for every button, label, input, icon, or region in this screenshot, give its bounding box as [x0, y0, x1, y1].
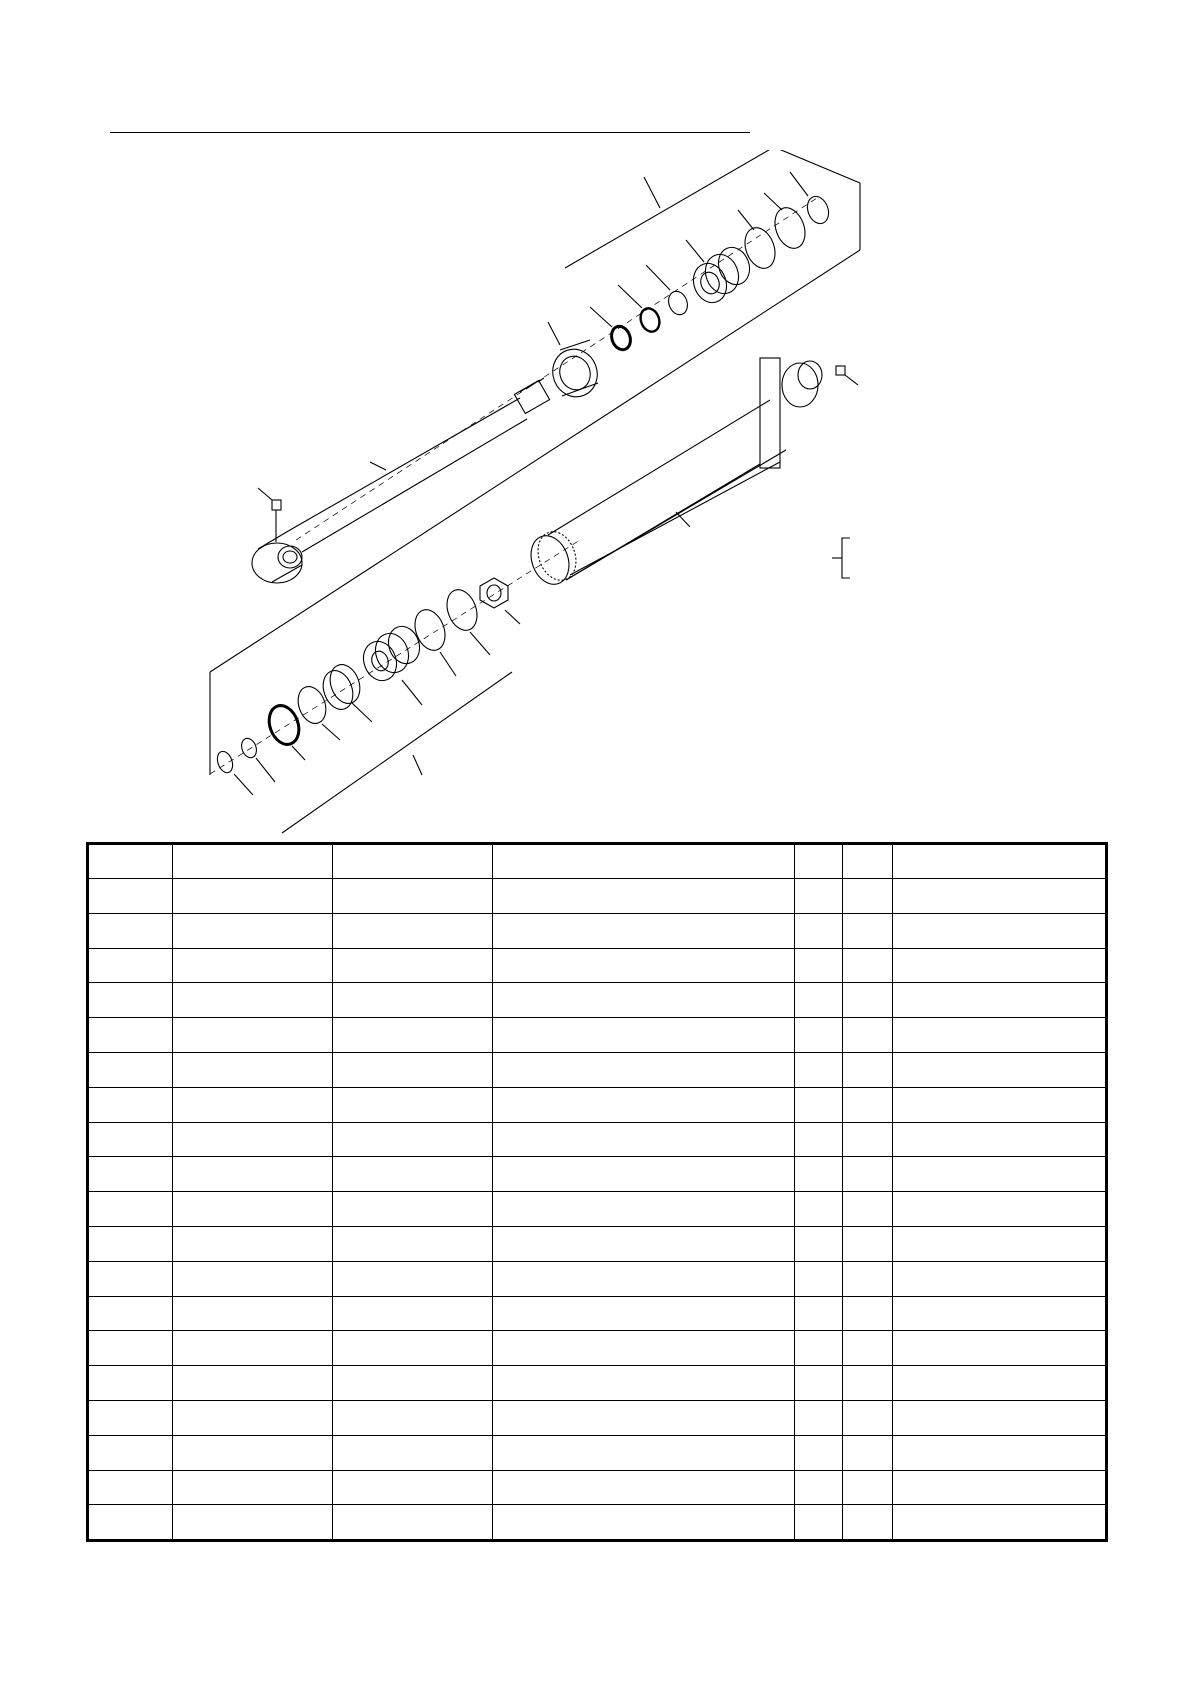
table-cell: [843, 1366, 893, 1401]
table-cell: [893, 1400, 1107, 1435]
table-row: [88, 1052, 1107, 1087]
title-rule: [110, 132, 750, 133]
table-cell: [88, 948, 173, 983]
table-row: [88, 1018, 1107, 1053]
table-cell: [893, 1435, 1107, 1470]
table-cell: [88, 1122, 173, 1157]
table-cell: [88, 1052, 173, 1087]
table-cell: [88, 1470, 173, 1505]
table-row: [88, 1296, 1107, 1331]
table-cell: [795, 879, 843, 914]
table-cell: [493, 913, 795, 948]
table-cell: [173, 1192, 333, 1227]
table-cell: [88, 1296, 173, 1331]
table-cell: [173, 1505, 333, 1541]
table-cell: [333, 1296, 493, 1331]
table-cell: [843, 913, 893, 948]
table-cell: [88, 1505, 173, 1541]
table-cell: [88, 1331, 173, 1366]
table-cell: [795, 913, 843, 948]
table-cell: [493, 983, 795, 1018]
table-cell: [88, 1087, 173, 1122]
table-cell: [795, 1435, 843, 1470]
table-cell: [493, 1226, 795, 1261]
table-cell: [173, 1226, 333, 1261]
table-row: [88, 1122, 1107, 1157]
table-cell: [333, 1122, 493, 1157]
table-cell: [843, 1192, 893, 1227]
table-cell: [843, 1470, 893, 1505]
cylinder-barrel: [525, 358, 822, 590]
table-cell: [173, 1122, 333, 1157]
table-cell: [843, 1331, 893, 1366]
table-cell: [843, 1157, 893, 1192]
lower-o-rings: [410, 585, 490, 676]
table-cell: [843, 1018, 893, 1053]
table-cell: [893, 1470, 1107, 1505]
table-cell: [88, 913, 173, 948]
table-cell: [893, 913, 1107, 948]
table-row: [88, 948, 1107, 983]
table-row: [88, 1192, 1107, 1227]
table-row: [88, 1087, 1107, 1122]
table-cell: [88, 1157, 173, 1192]
table-cell: [493, 1157, 795, 1192]
table-cell: [795, 1052, 843, 1087]
table-row: [88, 983, 1107, 1018]
table-cell: [88, 1192, 173, 1227]
table-cell: [795, 1261, 843, 1296]
table-cell: [173, 948, 333, 983]
table-row: [88, 879, 1107, 914]
table-cell: [795, 1192, 843, 1227]
table-cell: [795, 983, 843, 1018]
table-cell: [493, 1400, 795, 1435]
table-cell: [795, 1470, 843, 1505]
table-cell: [333, 1018, 493, 1053]
column-header: [333, 844, 493, 879]
table-cell: [173, 1366, 333, 1401]
table-cell: [173, 1296, 333, 1331]
table-cell: [843, 1505, 893, 1541]
table-cell: [795, 948, 843, 983]
table-cell: [493, 948, 795, 983]
table-cell: [88, 1366, 173, 1401]
table-cell: [893, 1052, 1107, 1087]
table-cell: [843, 1122, 893, 1157]
upper-piston-head: [686, 240, 755, 307]
lower-bushing-and-rings: [215, 660, 372, 795]
table-row: [88, 913, 1107, 948]
table-row: [88, 1261, 1107, 1296]
table-cell: [173, 983, 333, 1018]
table-cell: [173, 1400, 333, 1435]
table-cell: [493, 1435, 795, 1470]
table-cell: [333, 1366, 493, 1401]
table-cell: [173, 1018, 333, 1053]
table-cell: [893, 1296, 1107, 1331]
upper-o-rings: [738, 172, 832, 273]
exploded-cylinder-diagram: [0, 150, 1190, 840]
table-cell: [173, 1261, 333, 1296]
table-row: [88, 1157, 1107, 1192]
table-row: [88, 1400, 1107, 1435]
table-cell: [893, 1122, 1107, 1157]
table-cell: [493, 1122, 795, 1157]
table-cell: [893, 983, 1107, 1018]
table-cell: [493, 1052, 795, 1087]
table-cell: [333, 948, 493, 983]
table-cell: [333, 1192, 493, 1227]
side-bracket: [832, 538, 850, 578]
table-cell: [893, 1226, 1107, 1261]
table-cell: [493, 1261, 795, 1296]
table-cell: [843, 1261, 893, 1296]
table-cell: [843, 1296, 893, 1331]
upper-kit-bracket: [210, 150, 860, 775]
table-cell: [88, 1018, 173, 1053]
table-cell: [88, 1226, 173, 1261]
table-cell: [173, 1087, 333, 1122]
table-cell: [843, 1087, 893, 1122]
table-cell: [795, 1400, 843, 1435]
table-cell: [493, 1505, 795, 1541]
table-cell: [493, 1296, 795, 1331]
table-cell: [333, 1470, 493, 1505]
table-cell: [795, 1122, 843, 1157]
table-cell: [893, 1505, 1107, 1541]
table-cell: [173, 1331, 333, 1366]
parts-table: [86, 842, 1108, 1542]
table-cell: [333, 1157, 493, 1192]
table-cell: [795, 1505, 843, 1541]
table-cell: [333, 1226, 493, 1261]
column-header: [173, 844, 333, 879]
table-cell: [843, 1052, 893, 1087]
table-cell: [333, 1261, 493, 1296]
table-cell: [893, 948, 1107, 983]
table-cell: [333, 1435, 493, 1470]
grease-nipple-barrel: [836, 366, 858, 385]
table-cell: [173, 913, 333, 948]
table-row: [88, 1435, 1107, 1470]
table-cell: [843, 1400, 893, 1435]
table-cell: [893, 1192, 1107, 1227]
upper-seal-rings: [590, 265, 691, 352]
table-cell: [893, 879, 1107, 914]
lower-nut: [480, 578, 520, 624]
gland-nut: [546, 322, 604, 403]
table-cell: [843, 1435, 893, 1470]
table-cell: [88, 879, 173, 914]
table-cell: [493, 1018, 795, 1053]
table-cell: [173, 879, 333, 914]
table-cell: [795, 1366, 843, 1401]
table-cell: [893, 1157, 1107, 1192]
column-header: [493, 844, 795, 879]
table-cell: [333, 1087, 493, 1122]
table-cell: [843, 948, 893, 983]
table-cell: [795, 1018, 843, 1053]
table-cell: [795, 1157, 843, 1192]
table-cell: [88, 1400, 173, 1435]
table-cell: [493, 1087, 795, 1122]
table-cell: [333, 1400, 493, 1435]
table-cell: [88, 983, 173, 1018]
table-cell: [795, 1087, 843, 1122]
table-header-row: [88, 844, 1107, 879]
column-header: [88, 844, 173, 879]
table-cell: [333, 983, 493, 1018]
table-cell: [173, 1052, 333, 1087]
table-cell: [493, 1192, 795, 1227]
table-cell: [893, 1331, 1107, 1366]
grease-nipple-rod: [258, 488, 281, 542]
column-header: [843, 844, 893, 879]
table-cell: [795, 1226, 843, 1261]
table-cell: [893, 1018, 1107, 1053]
table-cell: [493, 1331, 795, 1366]
table-cell: [795, 1296, 843, 1331]
column-header: [795, 844, 843, 879]
table-cell: [333, 1331, 493, 1366]
table-cell: [333, 879, 493, 914]
table-cell: [493, 1470, 795, 1505]
table-cell: [795, 1331, 843, 1366]
table-cell: [333, 1052, 493, 1087]
table-cell: [893, 1087, 1107, 1122]
table-cell: [843, 983, 893, 1018]
table-cell: [88, 1435, 173, 1470]
table-cell: [493, 879, 795, 914]
table-row: [88, 1470, 1107, 1505]
lower-piston: [358, 622, 424, 705]
table-cell: [493, 1366, 795, 1401]
table-row: [88, 1226, 1107, 1261]
table-row: [88, 1331, 1107, 1366]
table-row: [88, 1505, 1107, 1541]
table-cell: [843, 879, 893, 914]
column-header: [893, 844, 1107, 879]
table-cell: [893, 1261, 1107, 1296]
table-cell: [893, 1366, 1107, 1401]
table-cell: [173, 1157, 333, 1192]
table-cell: [173, 1470, 333, 1505]
table-row: [88, 1366, 1107, 1401]
table-cell: [333, 1505, 493, 1541]
lower-kit-bracket: [282, 672, 512, 833]
table-cell: [173, 1435, 333, 1470]
table-cell: [333, 913, 493, 948]
table-cell: [843, 1226, 893, 1261]
table-cell: [88, 1261, 173, 1296]
